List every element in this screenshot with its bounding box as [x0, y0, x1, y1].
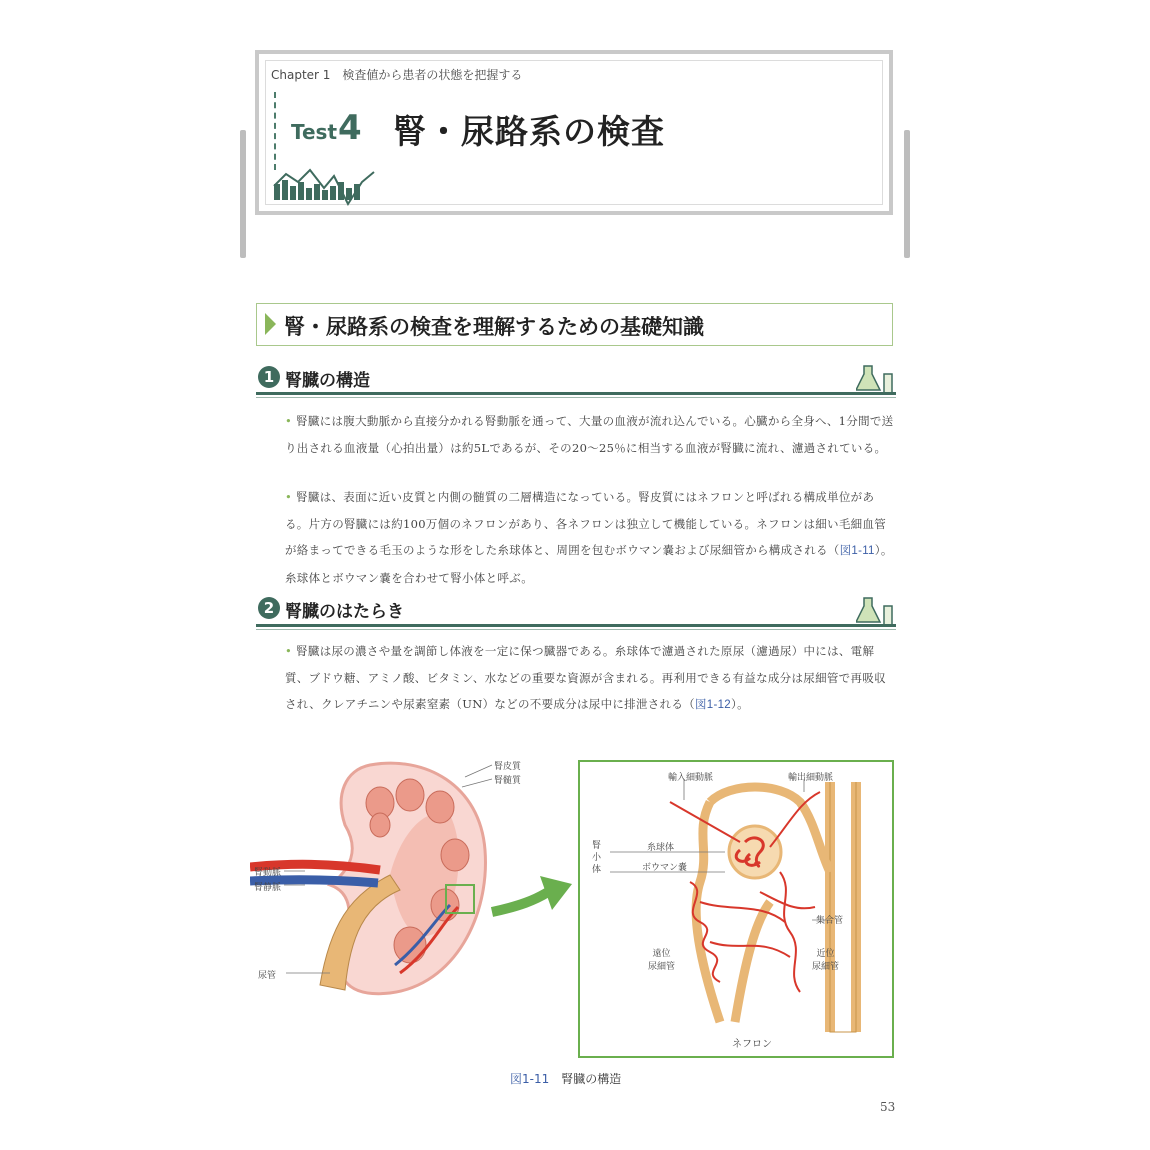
test-number: 4 — [338, 108, 362, 148]
figure-caption — [510, 1070, 621, 1087]
label-renal-vein: 腎静脈 — [254, 883, 282, 893]
subsection-rule-1b — [256, 397, 896, 398]
label-glomerulus: 糸球体 — [647, 843, 675, 853]
chapter-label: Chapter 1 検査値から患者の状態を把握する — [271, 68, 523, 82]
test-label: Test — [291, 120, 338, 144]
paragraph-3: • 腎臓は尿の濃さや量を調節し体液を一定に保つ臓器である。糸球体で濾過された原尿（濾過尿）中には、電解質、ブドウ糖、アミノ酸、ビタミン、水などの重要な資源が含まれる。再利用できる有益な成分は尿細管で再吸収され、クレアチニンや尿素窒素（UN）などの不要成分は尿中に排泄される（図1-12）。 — [285, 644, 886, 711]
subsection-number-1: 1 — [258, 366, 280, 388]
chart-decoration-icon — [272, 162, 378, 208]
board-stand-left — [240, 130, 246, 258]
label-medulla: 腎髄質 — [494, 776, 522, 786]
paragraph-1: • 腎臓には腹大動脈から直接分かれる腎動脈を通って、大量の血液が流れ込んでいる。心臓から全身へ、1分間で送り出される血液量（心拍出量）は約5Lであるが、その20～25％に相当する血液が腎臓に流れ、濾過されている。 — [285, 414, 894, 455]
subsection-rule-2 — [256, 624, 896, 627]
subsection-title-2: 腎臓のはたらき — [285, 602, 404, 622]
nephron-illustration — [580, 762, 892, 1056]
subsection-rule-2b — [256, 629, 896, 630]
label-bowman-capsule: ボウマン嚢 — [642, 863, 688, 873]
label-collecting-duct: 集合管 — [816, 916, 844, 926]
section-title: 腎・尿路系の検査を理解するための基礎知識 — [284, 315, 704, 339]
subsection-title-1: 腎臓の構造 — [285, 371, 370, 391]
label-ureter: 尿管 — [258, 971, 277, 981]
dashed-line-decoration — [274, 92, 276, 170]
kidney-illustration — [250, 755, 530, 1005]
label-efferent-arteriole: 輸出細動脈 — [788, 773, 834, 783]
figure-caption-number: 図1-11 — [510, 1072, 550, 1086]
section-arrow-icon — [265, 313, 276, 335]
page-number: 53 — [880, 1100, 896, 1114]
label-cortex: 腎皮質 — [494, 762, 522, 772]
figure-reference-link[interactable]: 図1-12 — [694, 699, 732, 711]
label-renal-artery: 腎動脈 — [254, 868, 282, 878]
label-nephron: ネフロン — [732, 1039, 772, 1050]
subsection-rule-1 — [256, 392, 896, 395]
subsection-number-2: 2 — [258, 597, 280, 619]
label-afferent-arteriole: 輸入細動脈 — [668, 773, 714, 783]
paragraph-2: • 腎臓は、表面に近い皮質と内側の髄質の二層構造になっている。腎皮質にはネフロンと呼ばれる構成単位がある。片方の腎臓には約100万個のネフロンがあり、各ネフロンは独立して機能している。ネフロンは細い毛細血管が絡まってできる毛玉のような形をした糸球体と、周囲を包むボウマン嚢および尿細管から構成される（図1-11）。糸球体とボウマン嚢を合わせて腎小体と呼ぶ。 — [285, 490, 893, 585]
page-title: 腎・尿路系の検査 — [393, 112, 665, 151]
label-proximal-tubule: 近位 尿細管 — [812, 949, 840, 972]
figure-caption-text: 腎臓の構造 — [561, 1072, 622, 1086]
label-distal-tubule: 遠位 尿細管 — [648, 949, 676, 972]
figure-reference-link[interactable]: 図1-11 — [839, 545, 875, 557]
board-stand-right — [904, 130, 910, 258]
label-renal-corpuscle: 腎小体 — [592, 841, 602, 875]
zoom-arrow-icon — [490, 872, 574, 922]
